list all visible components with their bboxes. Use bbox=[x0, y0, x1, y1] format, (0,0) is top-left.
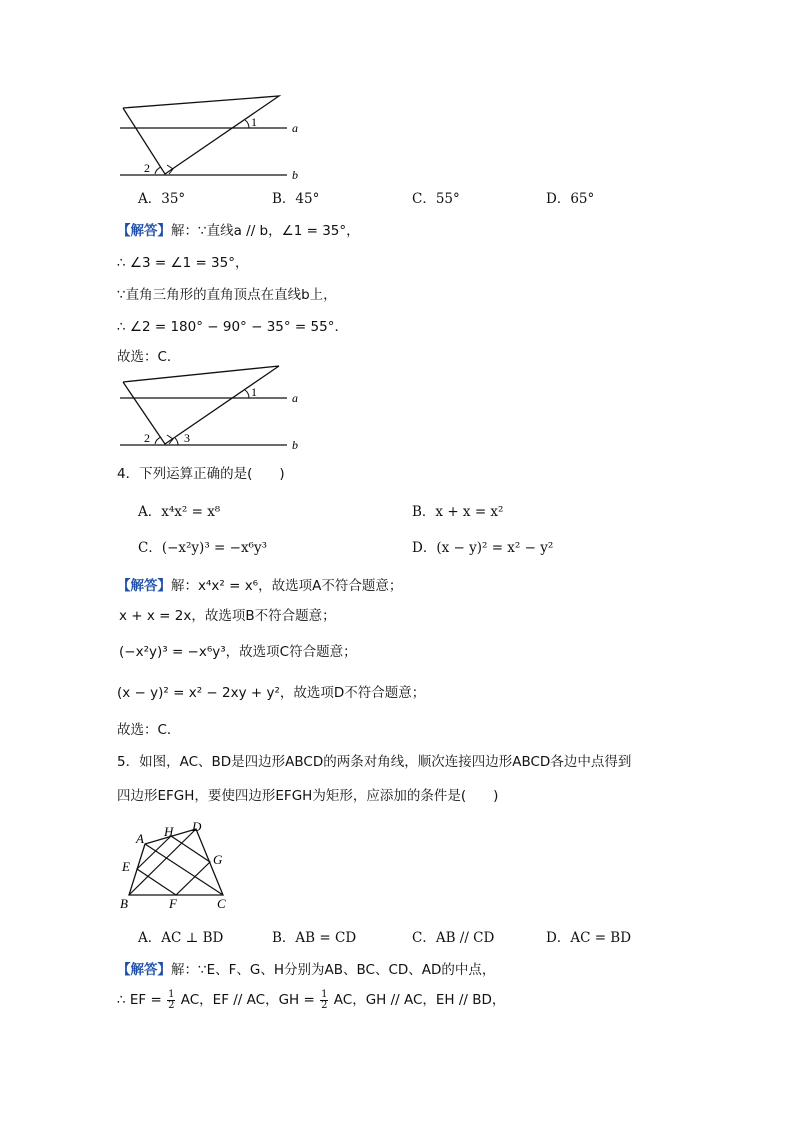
angle-2-arc bbox=[155, 167, 161, 174]
parallel-lines-figure-1 bbox=[115, 90, 315, 185]
q3-solution-line-2: ∴ ∠3 = ∠1 = 35°， bbox=[117, 255, 249, 271]
label-E: E bbox=[122, 859, 130, 874]
label-G: G bbox=[213, 852, 223, 867]
q5-solution-line-1: 【解答】解：∵E、F、G、H分别为AB、BC、CD、AD的中点， bbox=[117, 962, 496, 978]
angle-1-arc bbox=[245, 120, 249, 128]
quadrilateral-figure bbox=[115, 818, 245, 913]
q3-solution-line-5: 故选：C． bbox=[117, 349, 181, 365]
q4-solution-line-4: (x − y)² = x² − 2xy + y²，故选项D不符合题意； bbox=[117, 685, 426, 701]
solution-tag: 【解答】 bbox=[117, 578, 171, 594]
label-2: 2 bbox=[144, 431, 150, 445]
q3-solution-line-1: 【解答】解：∵直线a // b，∠1 = 35°， bbox=[117, 223, 360, 239]
label-1: 1 bbox=[251, 385, 257, 399]
q4-stem: 4．下列运算正确的是( ) bbox=[117, 466, 285, 482]
q4-solution-line-5: 故选：C． bbox=[117, 722, 181, 738]
q4-solution-line-1: 【解答】解：x⁴x² = x⁶，故选项A不符合题意； bbox=[117, 578, 403, 594]
q5-option-b: B．AB = CD bbox=[272, 930, 357, 946]
label-D: D bbox=[192, 819, 202, 834]
solution-tag: 【解答】 bbox=[117, 223, 171, 239]
label-2: 2 bbox=[144, 161, 150, 175]
q4-option-b: B．x + x = x² bbox=[412, 504, 504, 520]
label-C: C bbox=[217, 896, 226, 911]
solution-tag: 【解答】 bbox=[117, 962, 171, 978]
quadrilateral-efgh bbox=[137, 836, 210, 895]
q3-option-d: D．65° bbox=[546, 191, 595, 207]
q3-solution-line-3: ∵直角三角形的直角顶点在直线b上， bbox=[117, 287, 337, 303]
label-A: A bbox=[136, 831, 144, 846]
angle-3-arc bbox=[175, 438, 178, 445]
label-3: 3 bbox=[184, 431, 190, 445]
angle-2-arc bbox=[155, 437, 161, 444]
q5-option-d: D．AC = BD bbox=[546, 930, 632, 946]
label-1: 1 bbox=[251, 115, 257, 129]
angle-1-arc bbox=[245, 390, 249, 398]
label-a: a bbox=[292, 121, 298, 135]
q5-option-c: C．AB // CD bbox=[412, 930, 495, 946]
q4-solution-line-2: x + x = 2x，故选项B不符合题意； bbox=[119, 608, 336, 624]
fraction-one-half: $\frac{1}{2}$ bbox=[321, 989, 328, 1011]
label-H: H bbox=[164, 824, 174, 839]
q4-solution-line-3: (−x²y)³ = −x⁶y³，故选项C符合题意； bbox=[119, 644, 357, 660]
q5-stem-line-1: 5．如图，AC、BD是四边形ABCD的两条对角线，顺次连接四边形ABCD各边中点得到 bbox=[117, 754, 632, 770]
q4-option-a: A．x⁴x² = x⁸ bbox=[138, 504, 221, 520]
parallel-lines-figure-2 bbox=[115, 360, 315, 455]
label-b: b bbox=[292, 438, 298, 452]
q5-option-a: A．AC ⊥ BD bbox=[138, 930, 224, 946]
label-B: B bbox=[120, 896, 128, 911]
q5-stem-line-2: 四边形EFGH，要使四边形EFGH为矩形，应添加的条件是( ) bbox=[117, 788, 499, 804]
q3-option-b: B．45° bbox=[272, 191, 320, 207]
label-a: a bbox=[292, 391, 298, 405]
q3-option-c: C．55° bbox=[412, 191, 460, 207]
q4-option-d: D．(x − y)² = x² − y² bbox=[412, 540, 554, 556]
label-b: b bbox=[292, 168, 298, 182]
q4-option-c: C．(−x²y)³ = −x⁶y³ bbox=[138, 540, 268, 556]
q3-option-a: A．35° bbox=[138, 191, 186, 207]
fraction-one-half: $\frac{1}{2}$ bbox=[168, 989, 175, 1011]
q5-solution-line-2: ∴ EF = $\frac{1}{2}$ AC，EF // AC，GH = $\frac{1}{2}$ AC，GH // AC，EH // BD， bbox=[117, 989, 506, 1011]
label-F: F bbox=[169, 896, 177, 911]
q3-solution-line-4: ∴ ∠2 = 180° − 90° − 35° = 55°． bbox=[117, 319, 348, 335]
